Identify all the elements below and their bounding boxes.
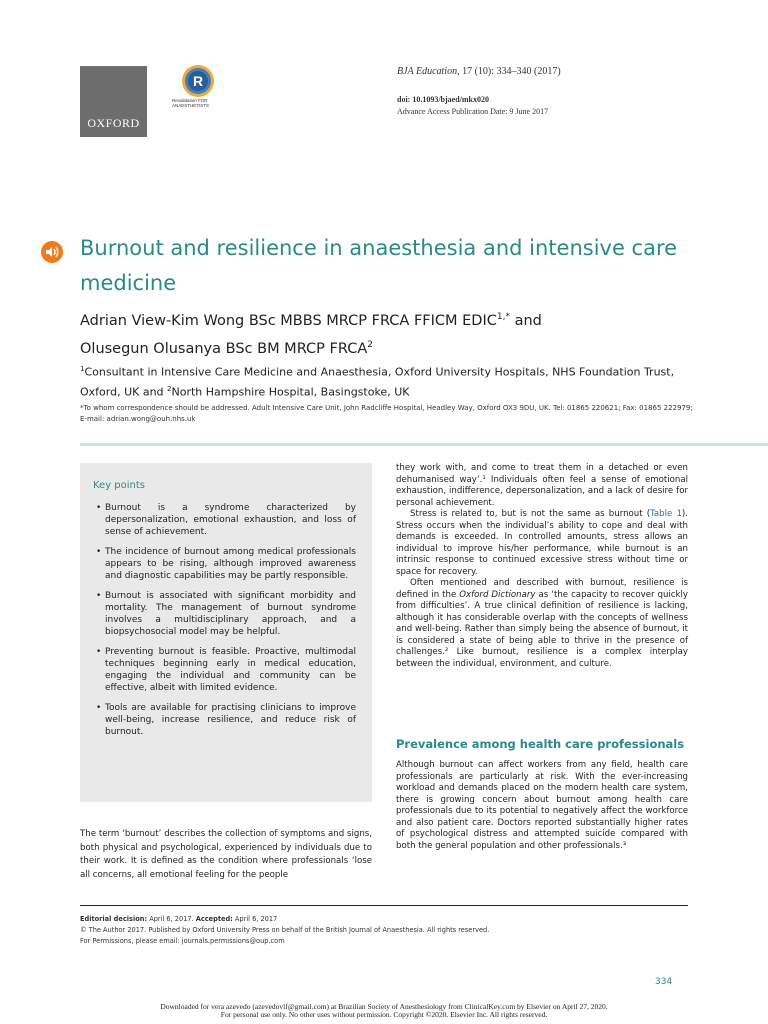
revalidation-logo-letter: R — [192, 73, 204, 89]
permissions-line: For Permissions, please email: journals.permissions@oup.com — [80, 937, 285, 946]
key-point-item: • The incidence of burnout among medical professionals appears to be rising, although improved awareness and diagnostic capabilities may be partly responsible. — [93, 546, 356, 582]
body-right-column-top — [396, 463, 688, 670]
author-2-sup: 2 — [367, 339, 373, 350]
affiliations — [80, 361, 700, 400]
paragraph-italic: Oxford Dictionary — [459, 589, 536, 600]
affil-sup-1: 1 — [80, 365, 85, 373]
audio-podcast-icon[interactable] — [40, 240, 64, 264]
download-line-1: Downloaded for vera azevedo (azevedovlf@gmail.com) at Brazilian Society of Anesthesiology from ClinicalKey.com by Elsevier on April 27, 2020. — [160, 1002, 608, 1011]
revalidation-logo — [170, 64, 230, 144]
footer-divider — [80, 905, 688, 906]
accepted-label: Accepted: — [195, 915, 233, 923]
oxford-logo — [80, 66, 147, 137]
author-2: Olusegun Olusanya BSc BM MRCP FRCA — [80, 340, 368, 357]
download-notice — [40, 1003, 728, 1019]
revalidation-logo-text: Revalidation FOR ANAESTHETISTS — [172, 98, 210, 108]
author-join: and — [509, 312, 542, 329]
journal-name: BJA Education — [397, 66, 458, 77]
header-divider — [80, 443, 768, 446]
body-right-column-bottom — [396, 760, 688, 852]
key-points-list — [93, 502, 356, 746]
body-left-paragraph: The term ‘burnout’ describes the collection of symptoms and signs, both physical and psychological, experienced by individuals due to their work. It is defined as the condition where professionals ‘lose all concerns, all emotional feeling for the people — [80, 829, 372, 880]
author-list — [80, 305, 700, 361]
key-point-item: • Burnout is a syndrome characterized by depersonalization, emotional exhaustion, and loss of sense of achievement. — [93, 502, 356, 538]
correspondence-note: *To whom correspondence should be addressed. Adult Intensive Care Unit, John Radcliffe Hospital, Headley Way, Oxford OX3 9DU, UK. Tel: 01865 220621; Fax: 01865 222979; E-mail: adrian.wong@ouh.nhs.uk — [80, 404, 693, 423]
key-point-item: • Tools are available for practising clinicians to improve well-being, increase resilience, and reduce risk of burnout. — [93, 702, 356, 738]
doi[interactable]: doi: 10.1093/bjaed/mkx020 — [397, 95, 490, 104]
paragraph-text: ). Stress occurs when the individual’s ability to cope and deal with demands is exceeded. In controlled amounts, stress allows an individual to improve his/her performance, while burnout is an intrinsic response to continued excessive stress without time or space for recovery. — [396, 509, 689, 577]
page-number: 334 — [655, 977, 673, 987]
paragraph-text: as ‘the capacity to recover quickly from difficulties’. A true clinical definition of resilience is lacking, although it has considerable overlap with the concepts of wellness and well-being. Rather than simply being the absence of burnout, it is considered a state of being able to thrive in the presence of challenges.² Like burnout, resilience is a complex interplay between the individual, environment, and culture. — [396, 589, 688, 669]
copyright-line: © The Author 2017. Published by Oxford University Press on behalf of the British Journal of Anaesthesia. All rights reserved. — [80, 926, 490, 935]
key-points-title: Key points — [93, 480, 146, 491]
key-point-item: • Burnout is associated with significant morbidity and mortality. The management of burnout syndrome involves a multidisciplinary approach, and a biopsychosocial model may be helpful. — [93, 590, 356, 638]
accepted-date: April 6, 2017 — [232, 915, 278, 923]
editorial-label: Editorial decision: — [80, 915, 148, 923]
key-point-item: • Preventing burnout is feasible. Proactive, multimodal techniques beginning early in medical education, engaging the individual and community can be effective, albeit with limited evidence. — [93, 646, 356, 694]
editorial-date: April 6, 2017. — [147, 915, 196, 923]
article-meta — [397, 94, 548, 118]
author-1: Adrian View-Kim Wong BSc MBBS MRCP FRCA FFICM EDIC — [80, 312, 497, 329]
revalidation-logo-icon — [170, 64, 230, 98]
oxford-logo-text: OXFORD — [87, 116, 140, 130]
editorial-info — [80, 914, 700, 948]
affil-2: North Hampshire Hospital, Basingstoke, UK — [171, 385, 410, 399]
author-1-sup: 1,* — [496, 312, 510, 322]
body-paragraph — [396, 578, 688, 670]
section-heading: Prevalence among health care professionals — [396, 737, 685, 751]
affil-1: Consultant in Intensive Care Medicine and Anaesthesia, Oxford University Hospitals, NHS Foundation Trust, Oxford, UK and — [80, 365, 675, 399]
article-title: Burnout and resilience in anaesthesia and intensive care medicine — [80, 236, 678, 295]
journal-ref: , 17 (10): 334–340 (2017) — [457, 66, 561, 77]
download-line-2: For personal use only. No other uses without permission. Copyright ©2020. Elsevier Inc. All rights reserved. — [220, 1010, 548, 1019]
table-1-link[interactable]: Table 1 — [650, 509, 682, 519]
journal-citation — [397, 66, 561, 77]
body-paragraph: they work with, and come to treat them in a detached or even dehumanised way’.¹ Individuals often feel a sense of emotional exhaustion, indifference, depersonalization, and a lack of desire for personal achievement. — [396, 463, 688, 508]
affil-sup-2: 2 — [167, 384, 172, 393]
paragraph-text: Often mentioned and described with burnout, resilience is defined in the — [396, 578, 688, 600]
paragraph-text: Stress is related to, but is not the same as burnout ( — [410, 509, 651, 519]
publication-date: Advance Access Publication Date: 9 June 2017 — [397, 107, 549, 116]
body-paragraph: Although burnout can affect workers from any field, health care professionals are particularly at risk. With the ever-increasing workload and demands placed on the modern health care system, there is growing concern about burnout among health care professionals due to its potential to negatively affect the workforce and also patient care. Doctors reported substantially higher rates of psychological distress and attempted suicide compared with both the general population and other professionals.³ — [396, 760, 688, 851]
body-paragraph — [396, 509, 688, 578]
